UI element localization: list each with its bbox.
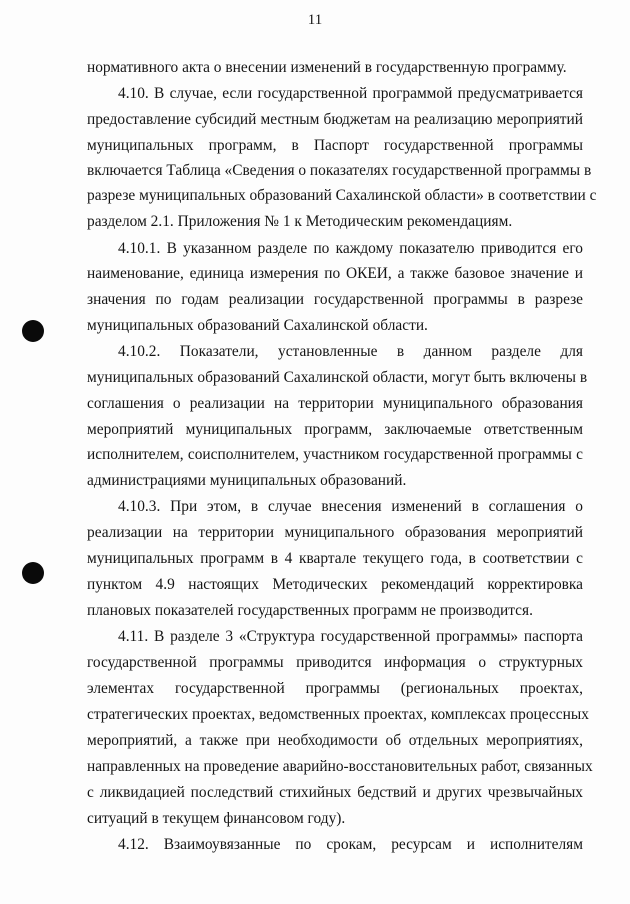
text-line: мероприятий муниципальных программ, заключаемые ответственным <box>87 421 583 438</box>
text-line: плановых показателей государственных программ не производится. <box>87 602 533 619</box>
text-line: государственной программы приводится информация о структурных <box>87 654 583 671</box>
text-line: исполнителем, соисполнителем, участником государственной программы с <box>87 446 583 463</box>
text-line: муниципальных программ, в Паспорт государственной программы <box>87 137 583 154</box>
text-line: стратегических проектах, ведомственных проектах, комплексах процессных <box>87 706 589 723</box>
text-line: мероприятий, а также при необходимости об отдельных мероприятиях, <box>87 732 583 749</box>
text-line: значения по годам реализации государственной программы в разрезе <box>87 291 583 308</box>
text-line: разделом 2.1. Приложения № 1 к Методическим рекомендациям. <box>87 213 513 230</box>
text-line: администрациями муниципальных образований. <box>87 472 407 489</box>
punch-hole-mark <box>22 562 44 584</box>
page-number: 11 <box>307 12 323 28</box>
text-line: муниципальных образований Сахалинской области. <box>87 317 428 334</box>
paragraph-4-10-3-start: 4.10.3. При этом, в случае внесения изменений в соглашения о <box>118 498 583 515</box>
punch-hole-mark <box>22 320 44 342</box>
text-line: предоставление субсидий местным бюджетам на реализацию мероприятий <box>87 111 583 128</box>
paragraph-4-10-1-start: 4.10.1. В указанном разделе по каждому показателю приводится его <box>118 240 583 257</box>
paragraph-4-10-start: 4.10. В случае, если государственной программой предусматривается <box>118 85 583 102</box>
text-line: направленных на проведение аварийно-восстановительных работ, связанных <box>87 758 593 775</box>
text-line: разрезе муниципальных образований Сахалинской области» в соответствии с <box>87 187 597 204</box>
text-line: пунктом 4.9 настоящих Методических рекомендаций корректировка <box>87 576 583 593</box>
text-line: муниципальных образований Сахалинской области, могут быть включены в <box>87 369 588 386</box>
text-line: нормативного акта о внесении изменений в государственную программу. <box>87 59 567 76</box>
text-line: включается Таблица «Сведения о показателях государственной программы в <box>87 162 592 179</box>
paragraph-4-11-start: 4.11. В разделе 3 «Структура государственной программы» паспорта <box>118 628 583 645</box>
text-line: с ликвидацией последствий стихийных бедствий и других чрезвычайных <box>87 784 583 801</box>
text-line: реализации на территории муниципального образования мероприятий <box>87 524 583 541</box>
paragraph-4-12-start: 4.12. Взаимоувязанные по срокам, ресурсам и исполнителям <box>118 836 583 853</box>
text-line: соглашения о реализации на территории муниципального образования <box>87 395 583 412</box>
text-line: наименование, единица измерения по ОКЕИ, а также базовое значение и <box>87 265 583 282</box>
paragraph-4-10-2-start: 4.10.2. Показатели, установленные в данном разделе для <box>118 343 583 360</box>
text-line: ситуаций в текущем финансовом году). <box>87 810 346 827</box>
text-line: муниципальных программ в 4 квартале текущего года, в соответствии с <box>87 550 583 567</box>
text-line: элементах государственной программы (региональных проектах, <box>87 680 583 697</box>
